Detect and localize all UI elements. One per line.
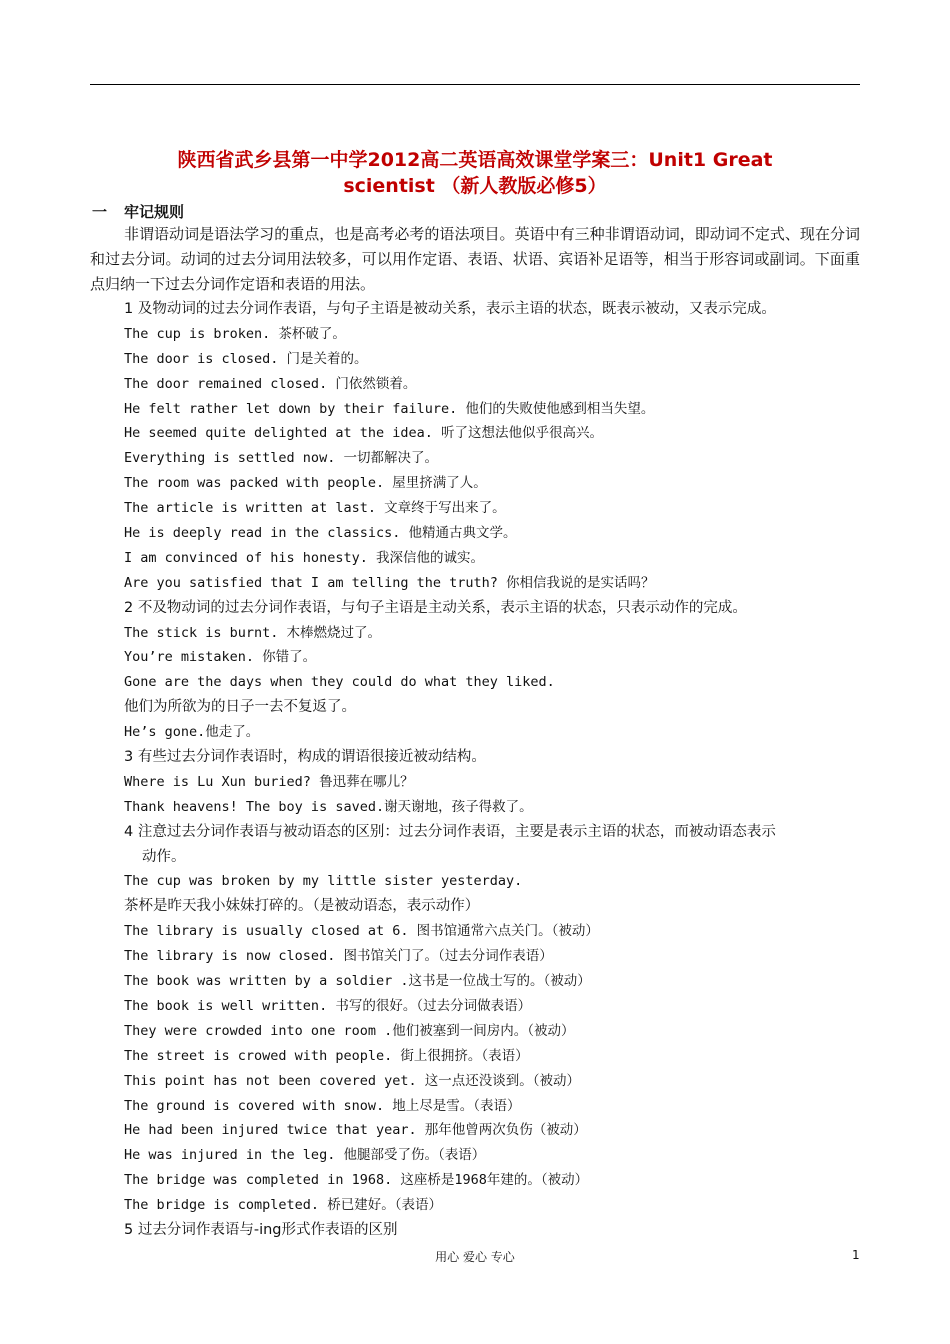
example-line: The cup was broken by my little sister yesterday. [124, 873, 523, 890]
section-number: 一 [92, 203, 108, 221]
example-line: The bridge is completed. 桥已建好。（表语） [124, 1197, 442, 1214]
example-line: The article is written at last. 文章终于写出来了。 [124, 500, 506, 517]
example-line: He is deeply read in the classics. 他精通古典文学。 [124, 525, 517, 542]
example-line: The bridge was completed in 1968. 这座桥是1968年建的。（被动） [124, 1172, 589, 1189]
example-line: This point has not been covered yet. 这一点还没谈到。（被动） [124, 1072, 580, 1089]
rule-heading: 5 过去分词作表语与-ing形式作表语的区别 [124, 1221, 398, 1238]
example-line: The library is now closed. 图书馆关门了。（过去分词作表语） [124, 948, 553, 965]
document-title [90, 147, 860, 199]
example-line: Everything is settled now. 一切都解决了。 [124, 450, 438, 467]
example-line: You’re mistaken. 你错了。 [124, 649, 317, 666]
example-line: He felt rather let down by their failure. 他们的失败使他感到相当失望。 [124, 400, 655, 417]
example-line: The door remained closed. 门依然锁着。 [124, 375, 417, 392]
example-line: The stick is burnt. 木棒燃烧过了。 [124, 624, 382, 641]
page-number: 1 [852, 1248, 860, 1262]
example-line: Are you satisfied that I am telling the truth? 你相信我说的是实话吗？ [124, 574, 655, 591]
example-line: He’s gone.他走了。 [124, 724, 260, 741]
example-line: The library is usually closed at 6. 图书馆通常六点关门。（被动） [124, 923, 599, 940]
example-line: Where is Lu Xun buried? 鲁迅葬在哪儿？ [124, 773, 414, 790]
example-line: The cup is broken. 茶杯破了。 [124, 325, 346, 342]
rule-heading: 4 注意过去分词作表语与被动语态的区别：过去分词作表语，主要是表示主语的状态，而被动语态表示 [124, 823, 776, 840]
example-line: Thank heavens! The boy is saved.谢天谢地，孩子得救了。 [124, 798, 533, 815]
example-line: I am convinced of his honesty. 我深信他的诚实。 [124, 549, 484, 566]
example-line: The book was written by a soldier .这书是一位战士写的。（被动） [124, 973, 591, 990]
example-line: The book is well written. 书写的很好。（过去分词做表语） [124, 997, 532, 1014]
intro-paragraph: 非谓语动词是语法学习的重点，也是高考必考的语法项目。英语中有三种非谓语动词，即动词不定式、现在分词和过去分词。动词的过去分词用法较多，可以用作定语、表语、状语、宾语补足语等，相当于形容词或副词。下面重点归纳一下过去分词作定语和表语的用法。 [90, 225, 860, 293]
body-lines [124, 297, 864, 1243]
example-line: The room was packed with people. 屋里挤满了人。 [124, 475, 487, 492]
title-line-2: scientist （新人教版必修5） [343, 175, 607, 197]
example-line: The door is closed. 门是关着的。 [124, 350, 368, 367]
rule-heading: 2 不及物动词的过去分词作表语，与句子主语是主动关系，表示主语的状态，只表示动作的完成。 [124, 599, 747, 616]
example-line: The ground is covered with snow. 地上尽是雪。（表语） [124, 1097, 521, 1114]
example-line: He was injured in the leg. 他腿部受了伤。（表语） [124, 1147, 486, 1164]
rule-heading-continuation: 动作。 [142, 848, 186, 865]
footer-motto: 用心 爱心 专心 [435, 1250, 515, 1264]
example-line: The street is crowed with people. 街上很拥挤。（表语） [124, 1047, 529, 1064]
example-line: Gone are the days when they could do what they liked. [124, 674, 555, 691]
example-line: He seemed quite delighted at the idea. 听了这想法他似乎很高兴。 [124, 425, 603, 442]
example-line: He had been injured twice that year. 那年他曾两次负伤（被动） [124, 1122, 587, 1139]
title-line-1: 陕西省武乡县第一中学2012高二英语高效课堂学案三：Unit1 Great [177, 149, 773, 171]
rule-heading: 3 有些过去分词作表语时，构成的谓语很接近被动结构。 [124, 749, 486, 766]
section-heading [92, 201, 184, 222]
example-line: They were crowded into one room .他们被塞到一间房内。（被动） [124, 1022, 575, 1039]
section-label: 牢记规则 [124, 203, 185, 221]
example-line: 茶杯是昨天我小妹妹打碎的。（是被动语态，表示动作） [124, 898, 480, 915]
example-line: 他们为所欲为的日子一去不复返了。 [124, 699, 356, 716]
header-rule [90, 84, 860, 85]
rule-heading: 1 及物动词的过去分词作表语，与句子主语是被动关系，表示主语的状态，既表示被动，又表示完成。 [124, 301, 776, 317]
